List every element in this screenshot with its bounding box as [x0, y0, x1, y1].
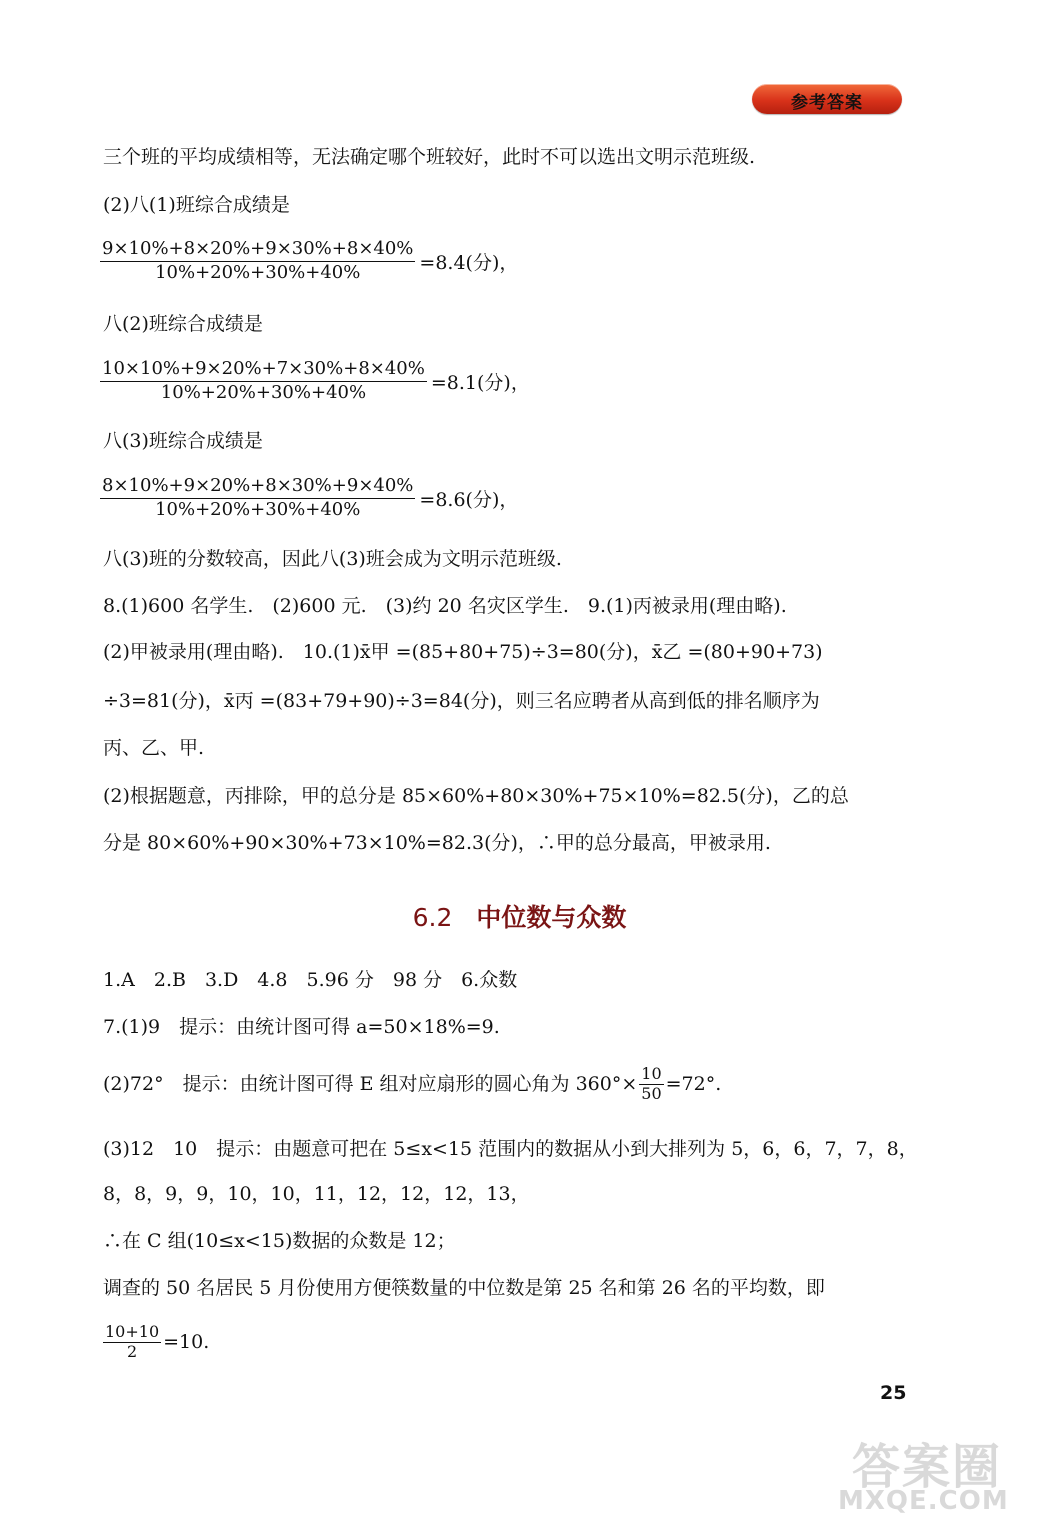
text-line: 三个班的平均成绩相等，无法确定哪个班较好，此时不可以选出文明示范班级.: [103, 146, 756, 168]
answer-key-badge: [752, 84, 902, 114]
answer-line: (3)12 10 提示：由题意可把在 5≤x<15 范围内的数据从小到大排列为 5，6，6，7，7，8，: [103, 1138, 918, 1160]
fraction-result: =8.4(分)，: [419, 251, 519, 274]
fraction: [639, 1066, 663, 1103]
answer-line: 调查的 50 名居民 5 月份使用方便筷数量的中位数是第 25 名和第 26 名的平均数，即: [103, 1277, 825, 1299]
fraction-expression-1: [100, 240, 518, 283]
denominator: 2: [126, 1341, 138, 1361]
answer-text: =72°.: [665, 1072, 722, 1095]
fraction-expression-2: [100, 360, 530, 403]
denominator: 10%+20%+30%+40%: [160, 381, 367, 403]
denominator: 50: [641, 1083, 662, 1103]
answer-line: 7.(1)9 提示：由统计图可得 a=50×18%=9.: [103, 1016, 500, 1038]
numerator: 10+10: [105, 1322, 160, 1341]
text-line: (2)八(1)班综合成绩是: [103, 194, 290, 216]
answer-line: 1.A 2.B 3.D 4.8 5.96 分 98 分 6.众数: [103, 969, 518, 991]
text-line: 八(2)班综合成绩是: [103, 313, 263, 335]
text-line: (2)根据题意，丙排除，甲的总分是 85×60%+80×30%+75×10%=82.5(分)，乙的总: [103, 785, 849, 807]
denominator: 10%+20%+30%+40%: [155, 498, 361, 520]
fraction-result: =8.1(分)，: [430, 371, 530, 394]
numerator: 10: [641, 1064, 662, 1083]
answer-line-with-fraction: [103, 1066, 721, 1103]
text-line: 8.(1)600 名学生. (2)600 元. (3)约 20 名灾区学生. 9.(1)丙被录用(理由略).: [103, 595, 787, 617]
numerator: 8×10%+9×20%+8×30%+9×40%: [100, 477, 415, 499]
watermark-url: MXQE.COM: [838, 1486, 1009, 1516]
badge-label: 参考答案: [791, 93, 863, 113]
section-number: 6.2: [412, 903, 453, 932]
answer-line-with-fraction: [103, 1324, 209, 1361]
fraction-expression-3: [100, 477, 518, 520]
text-line: 丙、乙、甲.: [103, 737, 205, 759]
text-line: 分是 80×60%+90×30%+73×10%=82.3(分)，∴甲的总分最高，甲被录用.: [103, 832, 771, 854]
fraction: [100, 360, 427, 403]
fraction: [103, 1324, 161, 1361]
answer-line: ∴在 C 组(10≤x<15)数据的众数是 12；: [103, 1230, 456, 1252]
text-line: ÷3=81(分)，x̄丙 =(83+79+90)÷3=84(分)，则三名应聘者从高到低的排名顺序为: [103, 690, 820, 712]
watermark-text: 答案圈: [852, 1439, 1003, 1495]
answer-line: 8，8，9，9，10，10，11，12，12，12，13，: [103, 1183, 530, 1205]
page-number: 25: [880, 1382, 907, 1404]
section-title: 中位数与众数: [476, 903, 627, 932]
fraction: [100, 477, 415, 520]
text-line: 八(3)班的分数较高，因此八(3)班会成为文明示范班级.: [103, 548, 562, 570]
denominator: 10%+20%+30%+40%: [155, 261, 361, 283]
fraction: [100, 240, 415, 283]
text-line: (2)甲被录用(理由略). 10.(1)x̄甲 =(85+80+75)÷3=80(分)，x̄乙 =(80+90+73): [103, 641, 823, 663]
numerator: 9×10%+8×20%+9×30%+8×40%: [100, 240, 415, 262]
fraction-result: =8.6(分)，: [419, 488, 519, 511]
answer-text: (2)72° 提示：由统计图可得 E 组对应扇形的圆心角为 360°×: [103, 1072, 638, 1095]
answer-text: =10.: [163, 1330, 210, 1353]
watermark-logo: [838, 1428, 1028, 1528]
text-line: 八(3)班综合成绩是: [103, 430, 263, 452]
numerator: 10×10%+9×20%+7×30%+8×40%: [100, 360, 427, 382]
section-heading: [0, 898, 1039, 934]
